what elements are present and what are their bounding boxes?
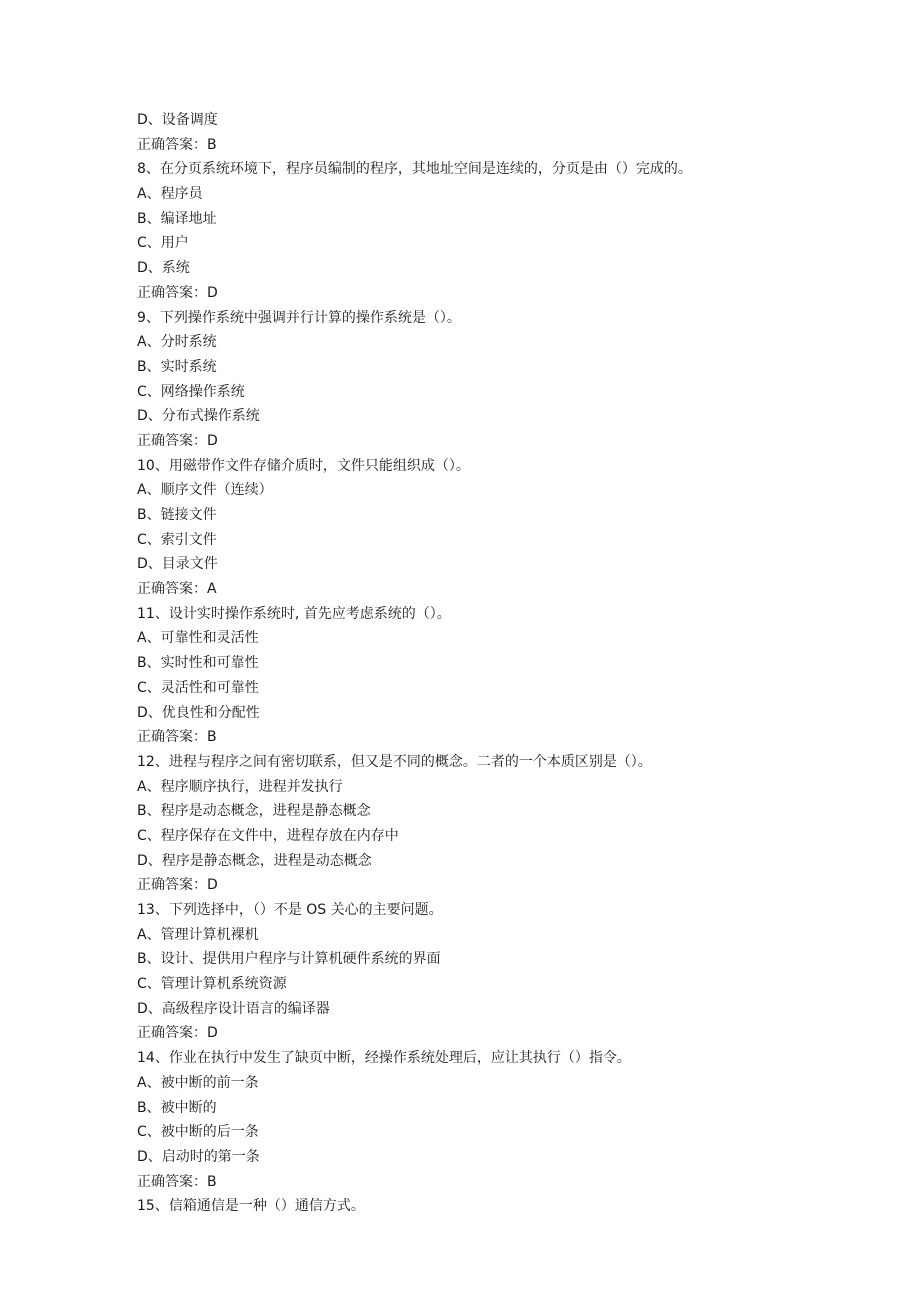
option-line: A、程序顺序执行，进程并发执行: [137, 778, 343, 795]
answer-line: 正确答案：D: [137, 1025, 218, 1042]
answer-line: 正确答案：D: [137, 877, 218, 894]
option-line: D、启动时的第一条: [137, 1148, 260, 1165]
option-line: D、目录文件: [137, 556, 218, 573]
option-line: C、管理计算机系统资源: [137, 976, 287, 993]
option-line: A、管理计算机裸机: [137, 926, 259, 943]
option-line: D、程序是静态概念，进程是动态概念: [137, 852, 372, 869]
answer-line: 正确答案：B: [137, 136, 217, 153]
answer-line: 正确答案：D: [137, 432, 218, 449]
option-line: C、用户: [137, 235, 189, 252]
option-line: B、被中断的: [137, 1099, 217, 1116]
option-line: B、链接文件: [137, 507, 217, 523]
option-line: D、分布式操作系统: [137, 408, 260, 425]
option-line: A、可靠性和灵活性: [137, 630, 259, 647]
question-line: 12、进程与程序之间有密切联系，但又是不同的概念。二者的一个本质区别是（）。: [137, 753, 652, 770]
option-line: C、被中断的后一条: [137, 1124, 259, 1141]
option-line: B、编译地址: [137, 210, 217, 227]
option-line: D、系统: [137, 260, 190, 277]
question-line: 8、在分页系统环境下，程序员编制的程序，其地址空间是连续的，分页是由（）完成的。: [137, 161, 692, 178]
option-line: C、灵活性和可靠性: [137, 679, 259, 696]
option-line: D、优良性和分配性: [137, 704, 260, 721]
option-line: C、网络操作系统: [137, 383, 245, 400]
option-line: A、分时系统: [137, 334, 217, 351]
answer-line: 正确答案：B: [137, 729, 217, 746]
option-line: B、实时性和可靠性: [137, 655, 259, 672]
option-line: D、设备调度: [137, 112, 218, 128]
question-line: 14、作业在执行中发生了缺页中断，经操作系统处理后，应让其执行（）指令。: [137, 1050, 631, 1067]
question-line: 13、下列选择中，（）不是 OS 关心的主要问题。: [137, 902, 443, 918]
option-line: B、实时系统: [137, 358, 217, 375]
option-line: B、设计、提供用户程序与计算机硬件系统的界面: [137, 951, 441, 968]
option-line: C、程序保存在文件中，进程存放在内存中: [137, 827, 399, 844]
answer-line: 正确答案：A: [137, 581, 217, 598]
option-line: B、程序是动态概念，进程是静态概念: [137, 803, 371, 820]
answer-line: 正确答案：B: [137, 1173, 217, 1190]
option-line: A、程序员: [137, 186, 203, 203]
question-line: 11、设计实时操作系统时, 首先应考虑系统的（）。: [137, 605, 451, 622]
question-line: 15、信箱通信是一种（）通信方式。: [137, 1198, 365, 1215]
option-line: D、高级程序设计语言的编译器: [137, 1000, 330, 1017]
option-line: A、顺序文件（连续）: [137, 482, 273, 499]
answer-line: 正确答案：D: [137, 284, 218, 301]
option-line: C、索引文件: [137, 531, 217, 548]
option-line: A、被中断的前一条: [137, 1074, 259, 1091]
question-line: 9、下列操作系统中强调并行计算的操作系统是（）。: [137, 309, 461, 326]
question-line: 10、用磁带作文件存储介质时，文件只能组织成（）。: [137, 457, 470, 474]
document-page: [137, 108, 857, 1219]
